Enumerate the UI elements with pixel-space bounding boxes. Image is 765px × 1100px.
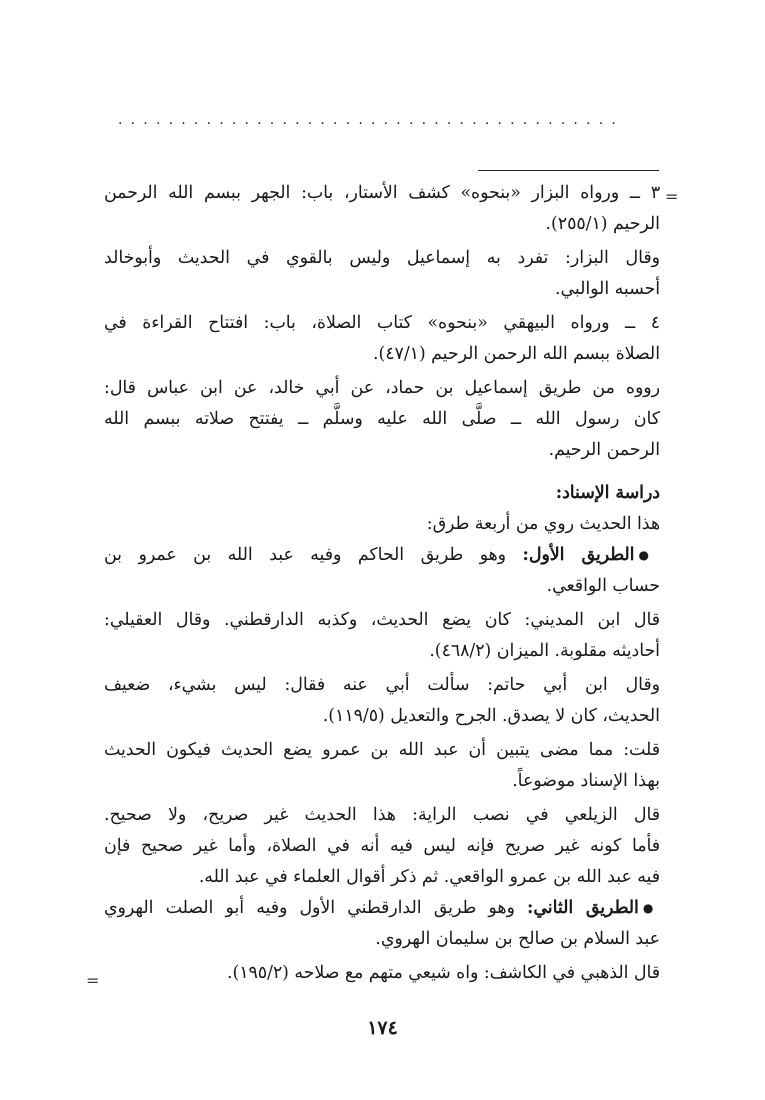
text-line: الرحيم (٢٥٥/١). bbox=[545, 214, 660, 234]
text-line: وقال البزار: تفرد به إسماعيل وليس بالقوي في الحديث وأبوخالد bbox=[104, 248, 660, 268]
text-line: أحاديثه مقلوبة. الميزان (٤٦٨/٢). bbox=[429, 641, 660, 661]
dotted-separator: ........................................ bbox=[118, 112, 625, 128]
text-line: قال الزيلعي في نصب الراية: هذا الحديث غير صريح، ولا صحيح. bbox=[104, 805, 660, 825]
text-line: أحسبه الوالبي. bbox=[554, 279, 660, 299]
text-line: ٤ ــ ورواه البيهقي «بنحوه» كتاب الصلاة، باب: افتتاح القراءة في bbox=[104, 313, 660, 333]
text-line: قلت: مما مضى يتبين أن عبد الله بن عمرو يضع الحديث فيكون الحديث bbox=[104, 740, 660, 760]
text-line: الصلاة ببسم الله الرحمن الرحيم (٤٧/١). bbox=[373, 344, 660, 364]
text-line: قال الذهبي في الكاشف: واه شيعي متهم مع صلاحه (١٩٥/٢). bbox=[226, 963, 660, 983]
bullet-icon: ● bbox=[642, 901, 660, 915]
second-path-label: الطريق الثاني: bbox=[527, 898, 639, 918]
second-path-line bbox=[104, 893, 660, 924]
text-line: ٣ ــ ورواه البزار «بنحوه» كشف الأستار، باب: الجهر ببسم الله الرحمن bbox=[104, 183, 660, 203]
continuation-mark-top: = bbox=[665, 187, 679, 206]
text-line: بهذا الإسناد موضوعاً. bbox=[512, 771, 660, 791]
text-line: فأما كونه غير صريح فإنه ليس فيه أنه في الصلاة، وأما غير صحيح فإن bbox=[104, 836, 660, 856]
text-line: الرحمن الرحيم. bbox=[548, 440, 660, 460]
text-line: هذا الحديث روي من أربعة طرق: bbox=[426, 514, 660, 534]
first-path-text: وهو طريق الحاكم وفيه عبد الله بن عمرو بن bbox=[104, 545, 523, 565]
first-path-label: الطريق الأول: bbox=[522, 545, 635, 565]
text-line: فيه عبد الله بن عمرو الواقعي. ثم ذكر أقوال العلماء في عبد الله. bbox=[198, 867, 660, 887]
second-path-text: وهو طريق الدارقطني الأول وفيه أبو الصلت الهروي bbox=[104, 898, 527, 918]
page-number: ١٧٤ bbox=[367, 1017, 398, 1039]
bullet-icon: ● bbox=[638, 548, 660, 562]
text-line: الحديث، كان لا يصدق. الجرح والتعديل (١١٩/٥). bbox=[322, 706, 660, 726]
text-line: وقال ابن أبي حاتم: سألت أبي عنه فقال: ليس بشيء، ضعيف bbox=[104, 675, 660, 695]
text-line: رووه من طريق إسماعيل بن حماد، عن أبي خالد، عن ابن عباس قال: bbox=[104, 378, 660, 398]
text-line: كان رسول الله ــ صلَّى الله عليه وسلَّم ــ يفتتح صلاته ببسم الله bbox=[104, 409, 660, 429]
text-line: قال ابن المديني: كان يضع الحديث، وكذبه الدارقطني. وقال العقيلي: bbox=[104, 610, 660, 630]
continuation-mark-bottom: = bbox=[86, 971, 100, 990]
first-path-line bbox=[104, 540, 660, 571]
text-line: عبد السلام بن صالح بن سليمان الهروي. bbox=[375, 929, 660, 949]
page-body bbox=[104, 178, 660, 989]
text-line: حساب الواقعي. bbox=[546, 576, 660, 596]
footnote-rule bbox=[478, 170, 659, 171]
section-heading: دراسة الإسناد: bbox=[555, 483, 660, 503]
